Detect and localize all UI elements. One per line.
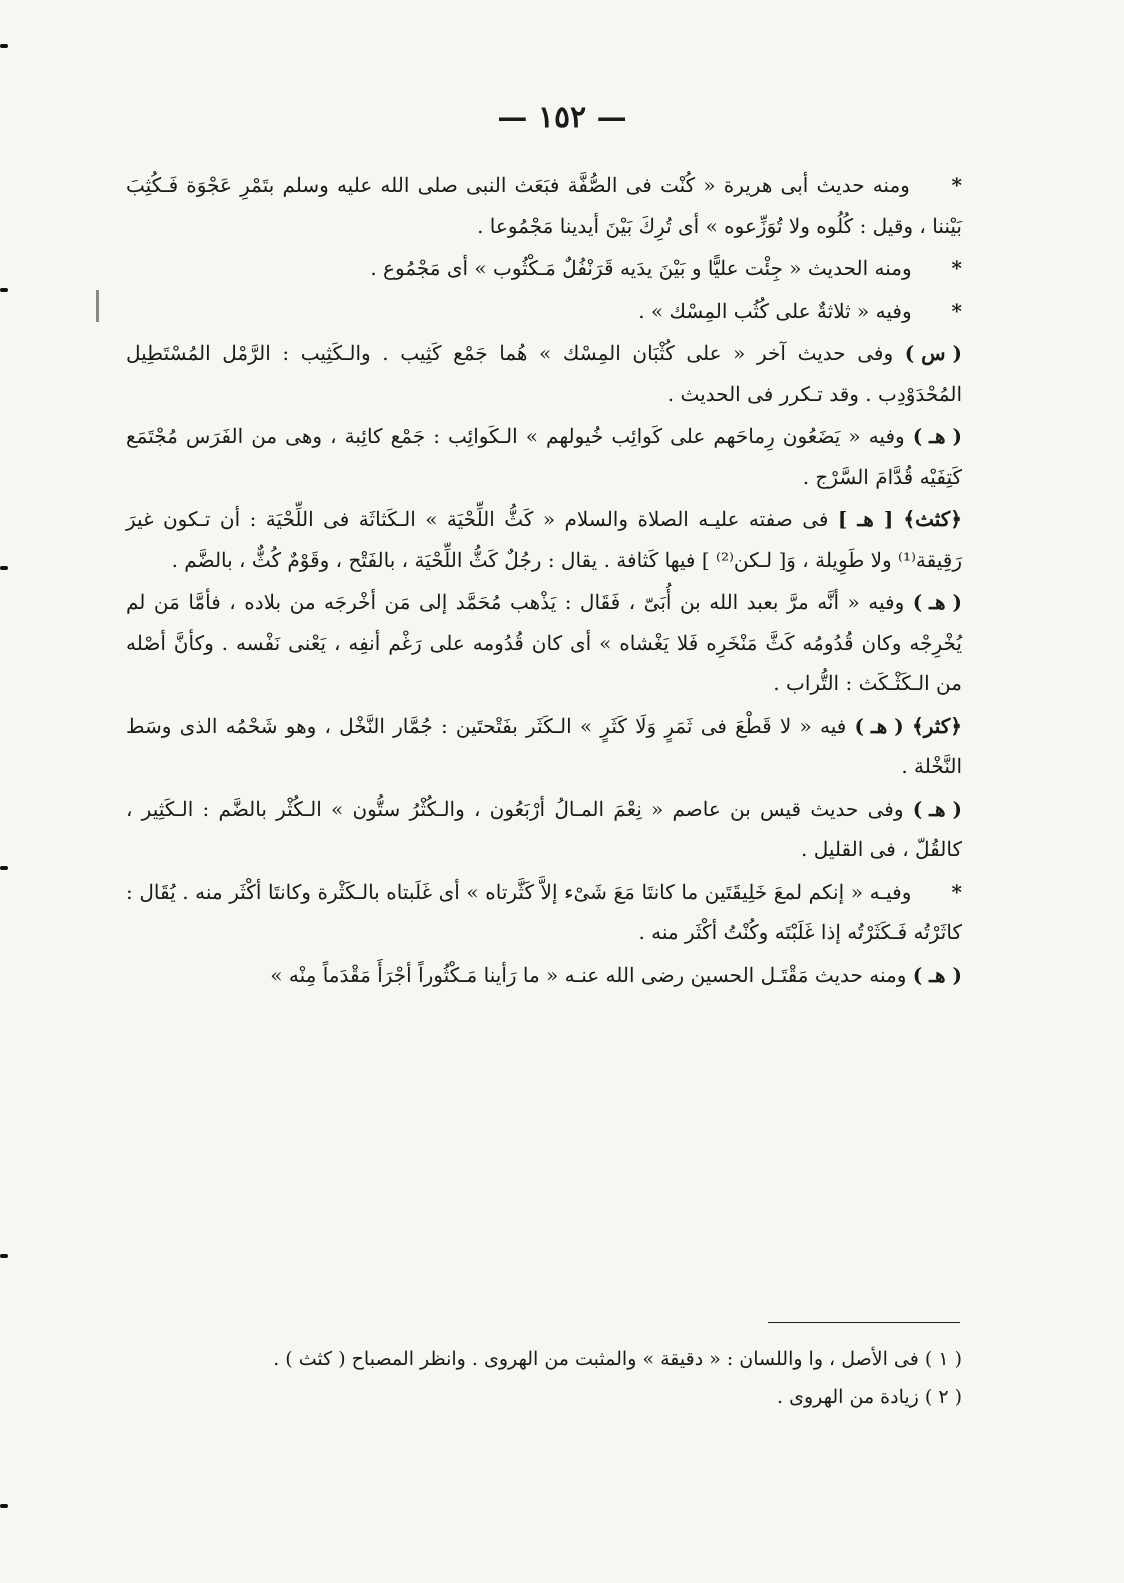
paragraph-text: ومنه الحديث « جِئْت عليًّا و بَيْنَ يدَيه قَرَنْفُلٌ مَـكْثُوب » أى مَجْمُوع . [370, 256, 912, 280]
paragraph-marker: * [951, 173, 962, 197]
paragraph [126, 333, 962, 414]
scan-edge-mark [0, 1254, 8, 1258]
paragraph [126, 789, 962, 870]
entry-paragraph [126, 499, 962, 580]
main-text [126, 165, 962, 997]
footnote-divider [768, 1322, 960, 1323]
entry-paragraph [126, 706, 962, 787]
paragraph-text: وفيه « ثلاثةٌ على كُثُب المِسْك » . [638, 298, 912, 323]
paragraph-marker: ( هـ ) [854, 713, 904, 738]
paragraph-text: فى صفته عليـه الصلاة والسلام « كَثُّ اللِّحْيَة » الـكَثاثَة فى اللِّحْيَة : أن تـكون غيرَ رَقِيقة⁽¹⁾ ولا طَوِيلة ، وَ[ لـكن⁽²⁾ ] فيها كَثافة . يقال : رجُلٌ كَثُّ اللِّحْيَة ، بالفَتْح ، وقَوْمٌ كُثٌّ ، بالضَّم . [126, 507, 962, 572]
footnotes [126, 1340, 962, 1416]
paragraph-marker: ( هـ ) [912, 962, 962, 987]
paragraph-text: ومنه حديث أبى هريرة « كُنْت فى الصُّفَّة فبَعَث النبى صلى الله عليه وسلم بتَمْرِ عَجْوَة فَـكُثِبَ بَيْننا ، وقيل : كُلُوه ولا تُوَزِّعوه » أى تُرِكَ بَيْنَ أيدينا مَجْمُوعا . [126, 173, 962, 238]
paragraph-text: وفيـه « إنكم لمعَ خَلِيقَتَين ما كانتَا مَعَ شَىْء إلاَّ كَثَّرتاه » أى غَلَبتاه بالـكَثْرة وكانتَا أكْثَر منه . يُقَال : كاثَرْتُه فَـكَثَرْتُه إذا غَلَبْتَه وكُنْتُ أكْثَر منه . [126, 879, 962, 944]
paragraph [126, 248, 962, 289]
footnote: ( ١ ) فى الأصل ، وا واللسان : « دقيقة » والمثبت من الهروى . وانظر المصباح ( كثث ) . [273, 1348, 962, 1370]
footnote: ( ٢ ) زيادة من الهروى . [777, 1386, 962, 1408]
page-number: — ١٥٢ — [497, 100, 627, 135]
paragraph-marker: * [951, 879, 962, 904]
paragraph-text: وفى حديث قيس بن عاصم « نِعْمَ المـالُ أرْبَعُون ، والـكُثْرُ ستُّون » الـكُثْر بالضَّم : الـكَثِير ، كالقُلّ ، فى القليل . [126, 796, 962, 861]
paragraph-text: فيه « لا قَطْعَ فى ثَمَرٍ وَلَا كَثَرٍ » الـكَثَر بفَتْحتَين : جُمَّار النَّخْل ، وهو شَحْمُه الذى وسَط النَّخْلة . [126, 713, 962, 778]
paragraph-marker: ( هـ ) [912, 590, 963, 614]
paragraph-text: ومنه حديث مَقْتَـل الحسين رضى الله عنـه « ما رَأينا مَـكْثُوراً أجْرَأَ مَقْدَماً مِنْه » [270, 962, 907, 987]
scan-edge-mark [0, 288, 8, 292]
paragraph-marker: ( س ) [904, 341, 963, 365]
paragraph [126, 582, 962, 704]
scan-edge-mark [0, 1504, 8, 1508]
paragraph-text: وفى حديث آخر « على كُثْبَان المِسْك » هُما جَمْع كَثِيب . والـكَثِيب : الرَّمْل المُسْتَطِيل المُحْدَوْدِب . وقد تـكرر فى الحديث . [126, 341, 962, 406]
paragraph-marker: ( هـ ) [912, 424, 963, 448]
paragraph [126, 416, 962, 497]
entry-heading: ﴿كثث﴾ [ هـ ] [837, 507, 963, 531]
scan-edge-mark [0, 866, 8, 870]
scan-edge-mark [0, 44, 8, 48]
binding-mark [96, 290, 99, 322]
paragraph-marker: * [951, 256, 962, 280]
paragraph [126, 872, 962, 953]
paragraph [126, 291, 962, 332]
entry-heading: ﴿كثر﴾ [911, 713, 962, 738]
paragraph [126, 955, 962, 996]
paragraph [126, 165, 962, 246]
paragraph-text: وفيه « أنَّه مرَّ بعبد الله بن أُبَىّ ، فَقَال : يَذْهب مُحَمَّد إلى مَن أخْرجَه من بلاده ، فأمَّا مَن لم يُخْرِجْه وكان قُدُومُه كَثَّ مَنْخَرِه فَلا يَغْشاه » أى كان قُدُومه على رَغْم أنفِه ، يَعْنى نَفْسه . وكأنَّ أصْله من الـكَثْـكَث : التُّراب . [126, 590, 962, 695]
paragraph-marker: ( هـ ) [912, 796, 963, 821]
scan-edge-mark [0, 566, 8, 570]
paragraph-marker: * [951, 298, 962, 323]
paragraph-text: وفيه « يَضَعُون رِماحَهم على كَوائِب خُيولهم » الـكَوائِب : جَمْع كائِبة ، وهى من الفَرَس مُجْتَمَع كَتِفَيْه قُدَّامَ السَّرْج . [126, 424, 962, 489]
